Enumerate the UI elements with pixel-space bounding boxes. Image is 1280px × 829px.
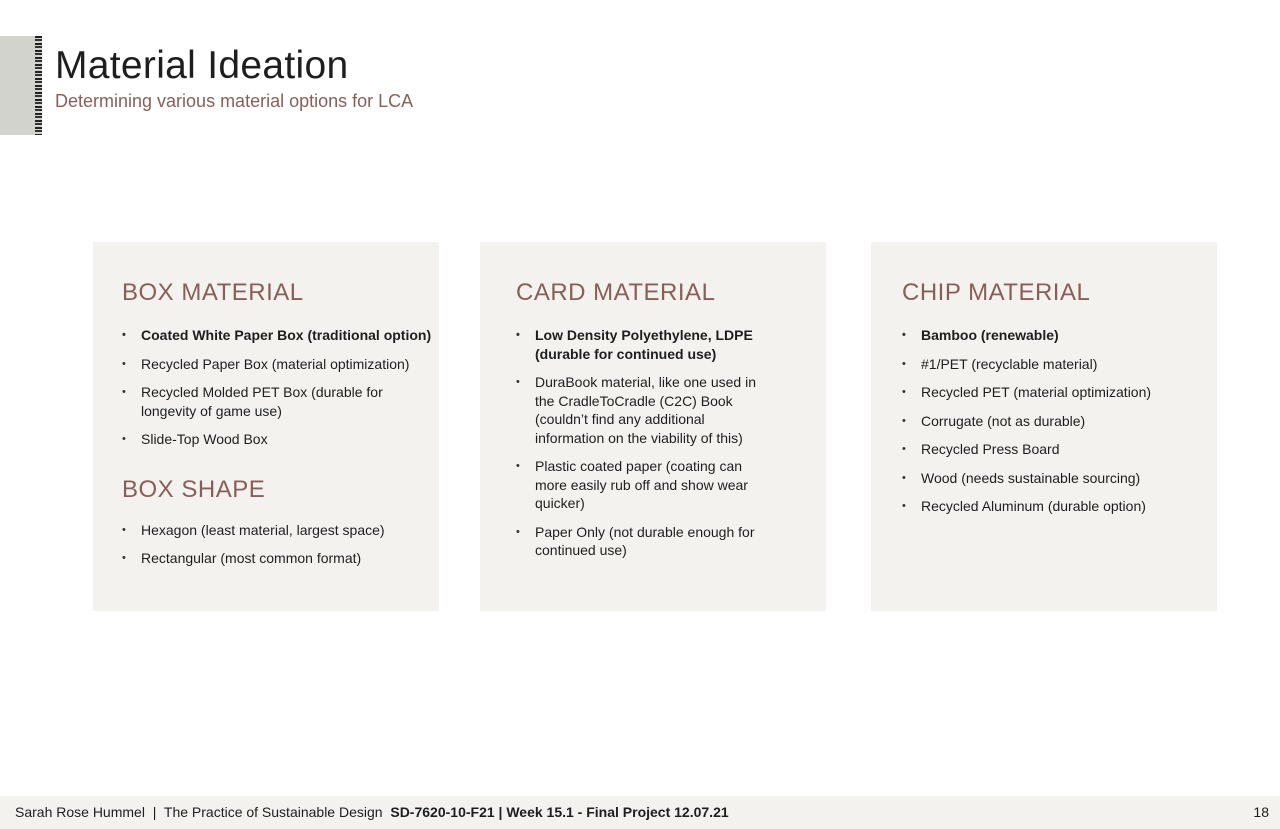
footer-separator: |	[152, 804, 157, 820]
footer-author: Sarah Rose Hummel	[15, 804, 145, 820]
list-item: • Coated White Paper Box (traditional option)	[122, 326, 439, 345]
list-item: • Plastic coated paper (coating can more easily rub off and show wear quicker)	[516, 457, 771, 513]
footer-credits	[15, 804, 729, 820]
list-item: • Recycled Paper Box (material optimization)	[122, 355, 439, 374]
list-item: • Corrugate (not as durable)	[902, 412, 1217, 431]
box-material-panel	[93, 242, 439, 611]
list-item: • Low Density Polyethylene, LDPE (durable for continued use)	[516, 326, 755, 363]
list-item: • DuraBook material, like one used in the CradleToCradle (C2C) Book (couldn’t find any additional information on the viability of this)	[516, 373, 771, 447]
list-item: • Rectangular (most common format)	[122, 549, 439, 568]
chip-material-list	[902, 326, 1217, 516]
side-tab-decoration	[0, 36, 42, 135]
list-item: • Wood (needs sustainable sourcing)	[902, 469, 1217, 488]
page-title: Material Ideation	[55, 44, 349, 87]
list-item: • Recycled Aluminum (durable option)	[902, 497, 1217, 516]
box-material-heading: BOX MATERIAL	[122, 279, 304, 306]
barcode-strip	[35, 36, 42, 135]
footer-course: The Practice of Sustainable Design	[163, 804, 383, 820]
box-shape-list	[122, 521, 439, 568]
list-item: • Slide-Top Wood Box	[122, 430, 439, 449]
page-number: 18	[1253, 804, 1269, 820]
list-item: • #1/PET (recyclable material)	[902, 355, 1217, 374]
list-item: • Recycled PET (material optimization)	[902, 383, 1217, 402]
footer-course-code: SD-7620-10-F21 | Week 15.1 - Final Project 12.07.21	[390, 804, 729, 820]
card-material-heading: CARD MATERIAL	[516, 279, 716, 306]
box-shape-heading: BOX SHAPE	[122, 475, 266, 503]
list-item: • Paper Only (not durable enough for continued use)	[516, 523, 770, 560]
page-subtitle: Determining various material options for LCA	[55, 91, 414, 111]
list-item: • Recycled Press Board	[902, 440, 1217, 459]
list-item: • Bamboo (renewable)	[902, 326, 1217, 345]
chip-material-panel	[871, 242, 1217, 611]
card-material-panel	[480, 242, 826, 611]
footer-bar	[0, 796, 1280, 829]
box-material-list	[122, 326, 439, 449]
list-item: • Hexagon (least material, largest space)	[122, 521, 439, 540]
chip-material-heading: CHIP MATERIAL	[902, 279, 1091, 306]
card-material-list	[516, 326, 771, 560]
list-item: • Recycled Molded PET Box (durable for longevity of game use)	[122, 383, 391, 420]
